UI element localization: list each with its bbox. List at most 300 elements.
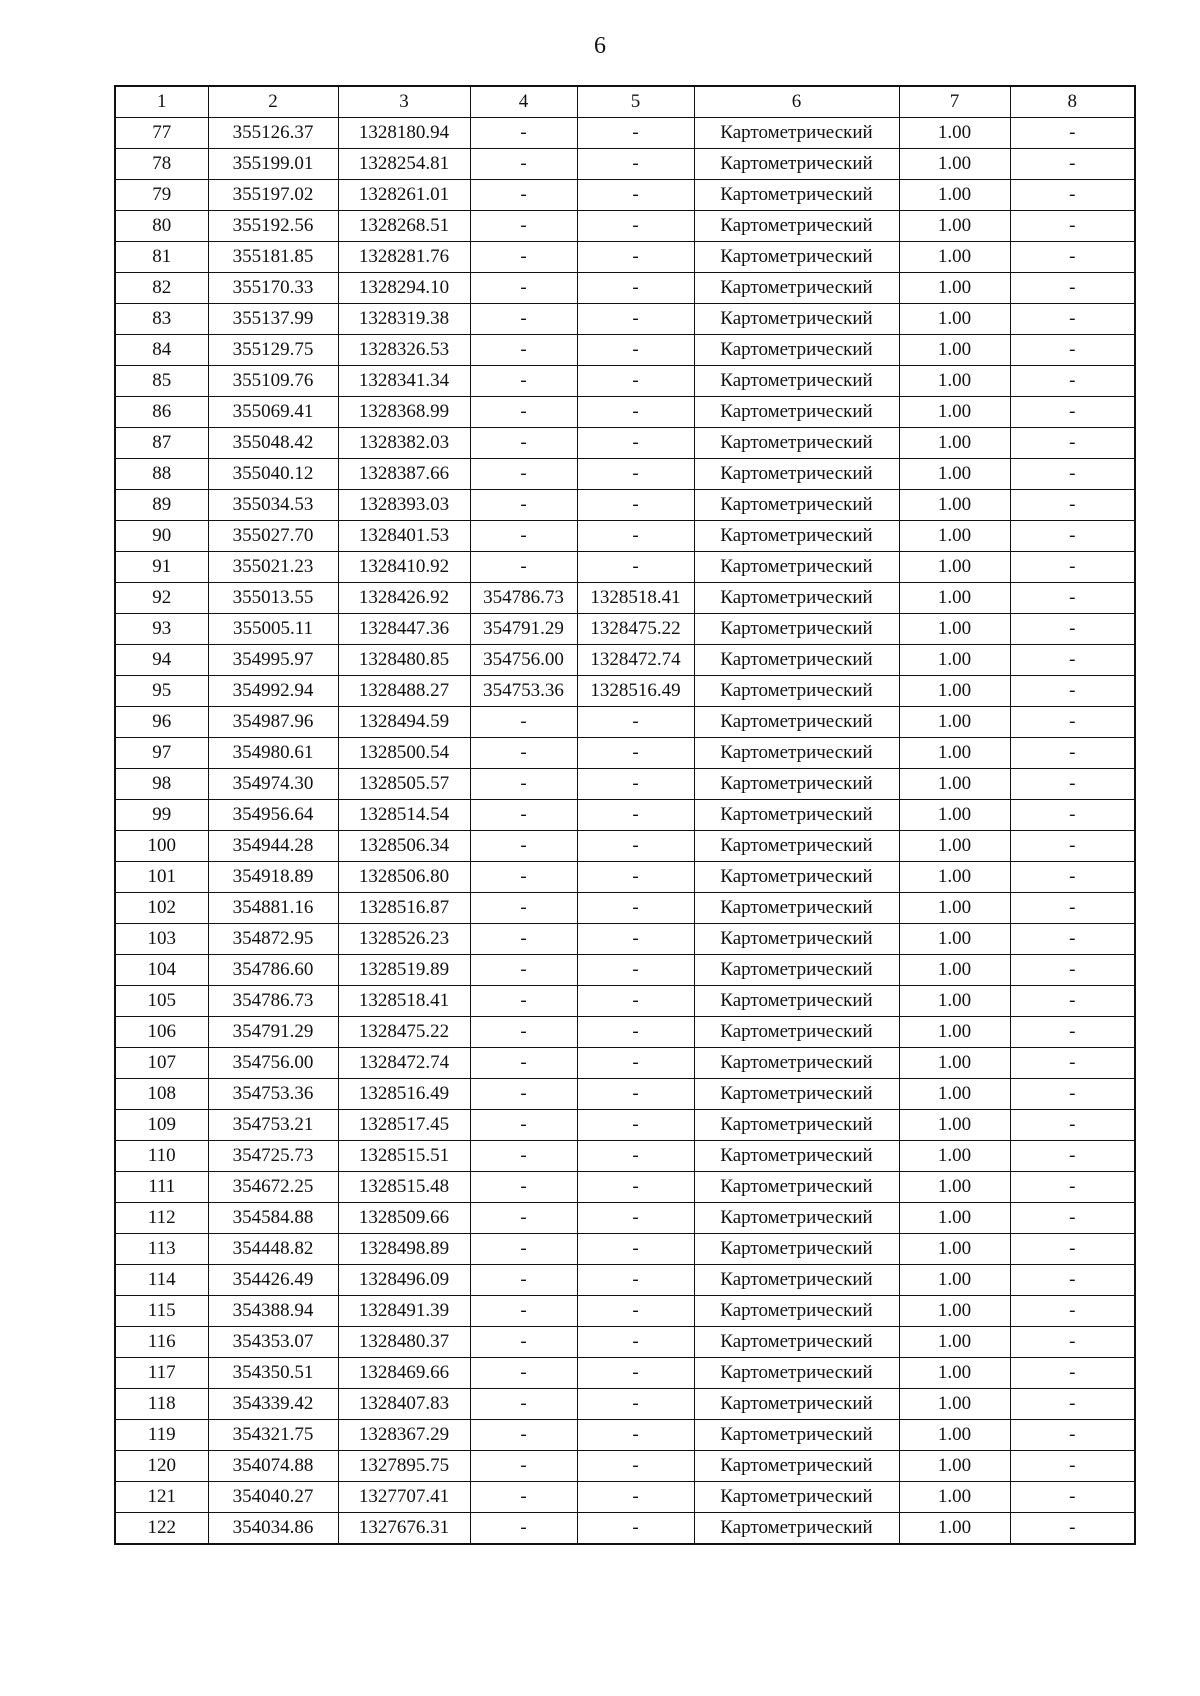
table-cell: 355027.70 — [208, 521, 338, 552]
table-cell: 85 — [115, 366, 208, 397]
table-cell: 96 — [115, 707, 208, 738]
table-cell: - — [1010, 986, 1135, 1017]
table-cell: - — [1010, 1141, 1135, 1172]
table-cell: 1.00 — [899, 366, 1010, 397]
table-cell: 354786.73 — [208, 986, 338, 1017]
table-cell: - — [1010, 645, 1135, 676]
table-cell: 1.00 — [899, 118, 1010, 149]
table-cell: 1.00 — [899, 211, 1010, 242]
table-cell: 1.00 — [899, 862, 1010, 893]
table-cell: 1328407.83 — [338, 1389, 470, 1420]
table-cell: Картометрический — [694, 180, 899, 211]
table-row — [115, 893, 1135, 924]
table-cell: 1328472.74 — [338, 1048, 470, 1079]
table-cell: 115 — [115, 1296, 208, 1327]
table-cell: - — [470, 738, 577, 769]
table-cell: Картометрический — [694, 1420, 899, 1451]
table-cell: 1.00 — [899, 831, 1010, 862]
table-cell: Картометрический — [694, 707, 899, 738]
table-cell: - — [1010, 676, 1135, 707]
table-cell: - — [1010, 242, 1135, 273]
table-row — [115, 614, 1135, 645]
table-cell: - — [470, 118, 577, 149]
table-cell: 1328526.23 — [338, 924, 470, 955]
table-cell: - — [470, 1265, 577, 1296]
table-cell: Картометрический — [694, 893, 899, 924]
table-cell: - — [470, 366, 577, 397]
table-cell: - — [577, 1017, 694, 1048]
table-cell: - — [470, 831, 577, 862]
table-cell: 354753.36 — [470, 676, 577, 707]
table-cell: - — [577, 1203, 694, 1234]
table-cell: - — [577, 521, 694, 552]
table-cell: 116 — [115, 1327, 208, 1358]
table-cell: - — [470, 800, 577, 831]
table-cell: 355005.11 — [208, 614, 338, 645]
table-cell: 1.00 — [899, 1234, 1010, 1265]
table-cell: - — [470, 490, 577, 521]
table-cell: - — [1010, 1420, 1135, 1451]
table-cell: 113 — [115, 1234, 208, 1265]
table-cell: 354448.82 — [208, 1234, 338, 1265]
table-cell: - — [577, 1048, 694, 1079]
table-cell: 1.00 — [899, 242, 1010, 273]
table-cell: - — [577, 1389, 694, 1420]
table-cell: - — [577, 1513, 694, 1545]
table-cell: 112 — [115, 1203, 208, 1234]
table-cell: 355170.33 — [208, 273, 338, 304]
table-cell: - — [577, 769, 694, 800]
table-cell: Картометрический — [694, 1110, 899, 1141]
table-cell: 1328382.03 — [338, 428, 470, 459]
table-cell: - — [470, 335, 577, 366]
table-row — [115, 366, 1135, 397]
table-cell: 1328516.49 — [577, 676, 694, 707]
table-cell: - — [470, 769, 577, 800]
table-cell: 355197.02 — [208, 180, 338, 211]
table-cell: - — [1010, 366, 1135, 397]
table-cell: 1328480.37 — [338, 1327, 470, 1358]
table-cell: Картометрический — [694, 1141, 899, 1172]
table-cell: - — [1010, 118, 1135, 149]
table-cell: 119 — [115, 1420, 208, 1451]
table-cell: - — [577, 304, 694, 335]
table-cell: 103 — [115, 924, 208, 955]
table-cell: Картометрический — [694, 304, 899, 335]
table-cell: 93 — [115, 614, 208, 645]
table-cell: 1.00 — [899, 1172, 1010, 1203]
table-cell: 354584.88 — [208, 1203, 338, 1234]
table-cell: 84 — [115, 335, 208, 366]
table-cell: 1.00 — [899, 769, 1010, 800]
table-cell: - — [470, 1482, 577, 1513]
table-cell: 1.00 — [899, 459, 1010, 490]
table-cell: - — [1010, 521, 1135, 552]
table-cell: 1.00 — [899, 1513, 1010, 1545]
table-row — [115, 583, 1135, 614]
table-cell: - — [577, 831, 694, 862]
table-cell: - — [577, 800, 694, 831]
table-cell: 82 — [115, 273, 208, 304]
table-cell: - — [577, 149, 694, 180]
table-cell: 108 — [115, 1079, 208, 1110]
table-cell: Картометрический — [694, 986, 899, 1017]
table-cell: - — [470, 1017, 577, 1048]
table-cell: 1.00 — [899, 521, 1010, 552]
table-cell: - — [470, 180, 577, 211]
table-cell: - — [470, 1141, 577, 1172]
table-cell: 106 — [115, 1017, 208, 1048]
column-header: 7 — [899, 86, 1010, 118]
table-cell: - — [470, 304, 577, 335]
table-cell: Картометрический — [694, 1513, 899, 1545]
table-cell: 1328410.92 — [338, 552, 470, 583]
table-row — [115, 1048, 1135, 1079]
table-cell: 354956.64 — [208, 800, 338, 831]
table-cell: Картометрический — [694, 924, 899, 955]
table-cell: Картометрический — [694, 1327, 899, 1358]
table-cell: 1328506.80 — [338, 862, 470, 893]
table-row — [115, 521, 1135, 552]
table-row — [115, 645, 1135, 676]
table-row — [115, 1234, 1135, 1265]
table-cell: 1.00 — [899, 707, 1010, 738]
table-cell: 1.00 — [899, 1296, 1010, 1327]
table-cell: 1328480.85 — [338, 645, 470, 676]
table-cell: 354321.75 — [208, 1420, 338, 1451]
table-cell: 1.00 — [899, 180, 1010, 211]
table-row — [115, 1141, 1135, 1172]
table-cell: - — [1010, 490, 1135, 521]
table-cell: - — [1010, 149, 1135, 180]
table-header-row — [115, 86, 1135, 118]
table-row — [115, 676, 1135, 707]
table-cell: 1.00 — [899, 335, 1010, 366]
table-cell: Картометрический — [694, 1296, 899, 1327]
table-cell: - — [1010, 1513, 1135, 1545]
table-cell: 1328518.41 — [577, 583, 694, 614]
table-cell: 355181.85 — [208, 242, 338, 273]
table-cell: 117 — [115, 1358, 208, 1389]
table-cell: 1.00 — [899, 1017, 1010, 1048]
table-row — [115, 490, 1135, 521]
table-cell: - — [577, 924, 694, 955]
table-cell: 1328509.66 — [338, 1203, 470, 1234]
table-row — [115, 924, 1135, 955]
table-row — [115, 304, 1135, 335]
table-cell: 354034.86 — [208, 1513, 338, 1545]
table-cell: 1328268.51 — [338, 211, 470, 242]
table-cell: 354786.60 — [208, 955, 338, 986]
table-cell: 1328516.49 — [338, 1079, 470, 1110]
table-cell: 354725.73 — [208, 1141, 338, 1172]
table-row — [115, 800, 1135, 831]
table-cell: 354756.00 — [470, 645, 577, 676]
table-cell: - — [470, 1327, 577, 1358]
table-cell: 354980.61 — [208, 738, 338, 769]
table-row — [115, 769, 1135, 800]
table-cell: - — [577, 335, 694, 366]
table-cell: 1328505.57 — [338, 769, 470, 800]
table-cell: - — [577, 1079, 694, 1110]
table-cell: - — [1010, 800, 1135, 831]
table-cell: 354791.29 — [208, 1017, 338, 1048]
table-row — [115, 1172, 1135, 1203]
table-cell: 109 — [115, 1110, 208, 1141]
table-cell: - — [577, 211, 694, 242]
table-row — [115, 1482, 1135, 1513]
table-cell: 355126.37 — [208, 118, 338, 149]
table-cell: 1.00 — [899, 1420, 1010, 1451]
table-cell: Картометрический — [694, 1048, 899, 1079]
table-cell: 1328519.89 — [338, 955, 470, 986]
table-cell: - — [1010, 1110, 1135, 1141]
table-row — [115, 1017, 1135, 1048]
table-row — [115, 1358, 1135, 1389]
table-cell: - — [1010, 769, 1135, 800]
table-cell: - — [577, 1296, 694, 1327]
table-cell: - — [470, 1358, 577, 1389]
table-cell: - — [1010, 924, 1135, 955]
table-cell: Картометрический — [694, 242, 899, 273]
table-cell: 355021.23 — [208, 552, 338, 583]
table-row — [115, 428, 1135, 459]
table-cell: 354992.94 — [208, 676, 338, 707]
table-cell: - — [577, 986, 694, 1017]
table-cell: 1.00 — [899, 1265, 1010, 1296]
table-cell: 122 — [115, 1513, 208, 1545]
table-cell: - — [1010, 955, 1135, 986]
table-row — [115, 118, 1135, 149]
table-cell: 91 — [115, 552, 208, 583]
table-cell: - — [577, 955, 694, 986]
table-cell: 1328475.22 — [577, 614, 694, 645]
table-cell: 354753.21 — [208, 1110, 338, 1141]
table-cell: 1328393.03 — [338, 490, 470, 521]
table-cell: - — [1010, 1296, 1135, 1327]
table-cell: 1328494.59 — [338, 707, 470, 738]
table-cell: 101 — [115, 862, 208, 893]
table-cell: 99 — [115, 800, 208, 831]
table-cell: - — [577, 862, 694, 893]
table-cell: 92 — [115, 583, 208, 614]
table-cell: - — [1010, 1172, 1135, 1203]
table-cell: 1.00 — [899, 893, 1010, 924]
table-cell: - — [470, 1172, 577, 1203]
table-cell: 1.00 — [899, 738, 1010, 769]
table-cell: 355192.56 — [208, 211, 338, 242]
table-cell: 1327707.41 — [338, 1482, 470, 1513]
table-cell: - — [577, 118, 694, 149]
table-cell: - — [470, 1234, 577, 1265]
table-cell: - — [577, 552, 694, 583]
table-cell: 354339.42 — [208, 1389, 338, 1420]
table-cell: - — [1010, 1451, 1135, 1482]
table-cell: 1328472.74 — [577, 645, 694, 676]
table-cell: - — [577, 1327, 694, 1358]
table-cell: 354350.51 — [208, 1358, 338, 1389]
table-cell: 354753.36 — [208, 1079, 338, 1110]
table-cell: - — [577, 707, 694, 738]
table-cell: Картометрический — [694, 955, 899, 986]
table-cell: 355137.99 — [208, 304, 338, 335]
table-cell: 118 — [115, 1389, 208, 1420]
table-cell: 1.00 — [899, 614, 1010, 645]
table-cell: 1.00 — [899, 924, 1010, 955]
table-cell: 1328518.41 — [338, 986, 470, 1017]
table-cell: 354756.00 — [208, 1048, 338, 1079]
table-cell: Картометрический — [694, 211, 899, 242]
table-cell: Картометрический — [694, 1017, 899, 1048]
table-cell: - — [470, 955, 577, 986]
table-cell: 1.00 — [899, 397, 1010, 428]
table-cell: - — [1010, 1048, 1135, 1079]
table-cell: 1328498.89 — [338, 1234, 470, 1265]
table-cell: 1328341.34 — [338, 366, 470, 397]
table-cell: 354918.89 — [208, 862, 338, 893]
column-header: 8 — [1010, 86, 1135, 118]
table-cell: Картометрический — [694, 1079, 899, 1110]
table-row — [115, 335, 1135, 366]
table-cell: 354672.25 — [208, 1172, 338, 1203]
table-cell: 1328426.92 — [338, 583, 470, 614]
table-row — [115, 1079, 1135, 1110]
table-row — [115, 180, 1135, 211]
table-cell: - — [1010, 831, 1135, 862]
table-cell: 1.00 — [899, 1327, 1010, 1358]
table-cell: Картометрический — [694, 831, 899, 862]
table-cell: Картометрический — [694, 273, 899, 304]
table-body — [115, 118, 1135, 1545]
table-cell: - — [577, 180, 694, 211]
coordinates-table — [114, 85, 1136, 1545]
table-cell: 1328326.53 — [338, 335, 470, 366]
table-cell: - — [577, 1234, 694, 1265]
table-cell: - — [1010, 397, 1135, 428]
table-cell: 1327676.31 — [338, 1513, 470, 1545]
table-row — [115, 707, 1135, 738]
table-cell: - — [577, 397, 694, 428]
table-cell: 354881.16 — [208, 893, 338, 924]
table-cell: - — [470, 1420, 577, 1451]
table-cell: 1.00 — [899, 1079, 1010, 1110]
column-header: 4 — [470, 86, 577, 118]
table-cell: 355040.12 — [208, 459, 338, 490]
table-cell: Картометрический — [694, 583, 899, 614]
table-cell: 1328488.27 — [338, 676, 470, 707]
table-cell: 1328254.81 — [338, 149, 470, 180]
table-row — [115, 459, 1135, 490]
table-cell: 114 — [115, 1265, 208, 1296]
table-cell: Картометрический — [694, 645, 899, 676]
table-row — [115, 242, 1135, 273]
table-cell: 121 — [115, 1482, 208, 1513]
table-cell: 354791.29 — [470, 614, 577, 645]
table-cell: 355034.53 — [208, 490, 338, 521]
column-header: 3 — [338, 86, 470, 118]
table-cell: 98 — [115, 769, 208, 800]
table-cell: 1.00 — [899, 645, 1010, 676]
table-cell: 1.00 — [899, 1358, 1010, 1389]
table-cell: - — [1010, 1017, 1135, 1048]
table-cell: Картометрический — [694, 397, 899, 428]
table-cell: Картометрический — [694, 149, 899, 180]
table-cell: 1.00 — [899, 955, 1010, 986]
table-cell: 1.00 — [899, 490, 1010, 521]
table-cell: - — [577, 1451, 694, 1482]
table-cell: 1.00 — [899, 1203, 1010, 1234]
table-cell: Картометрический — [694, 521, 899, 552]
table-row — [115, 1110, 1135, 1141]
table-cell: - — [1010, 614, 1135, 645]
table-cell: 86 — [115, 397, 208, 428]
table-cell: - — [1010, 428, 1135, 459]
table-cell: 1328506.34 — [338, 831, 470, 862]
table-cell: Картометрический — [694, 1203, 899, 1234]
table-cell: 81 — [115, 242, 208, 273]
table-cell: Картометрический — [694, 428, 899, 459]
table-cell: - — [1010, 459, 1135, 490]
table-row — [115, 986, 1135, 1017]
table-cell: 79 — [115, 180, 208, 211]
table-cell: 1.00 — [899, 552, 1010, 583]
table-cell: - — [1010, 1265, 1135, 1296]
table-cell: 1.00 — [899, 583, 1010, 614]
table-cell: 354987.96 — [208, 707, 338, 738]
table-cell: - — [470, 986, 577, 1017]
column-header: 1 — [115, 86, 208, 118]
table-cell: - — [470, 521, 577, 552]
table-cell: 94 — [115, 645, 208, 676]
table-cell: - — [577, 1110, 694, 1141]
table-cell: - — [470, 862, 577, 893]
table-cell: 120 — [115, 1451, 208, 1482]
table-cell: 354786.73 — [470, 583, 577, 614]
table-cell: 90 — [115, 521, 208, 552]
table-cell: Картометрический — [694, 1389, 899, 1420]
table-cell: 1328281.76 — [338, 242, 470, 273]
table-cell: 111 — [115, 1172, 208, 1203]
table-cell: Картометрический — [694, 862, 899, 893]
table-cell: Картометрический — [694, 1234, 899, 1265]
table-cell: 1.00 — [899, 273, 1010, 304]
table-row — [115, 1420, 1135, 1451]
table-cell: - — [577, 1172, 694, 1203]
table-cell: - — [577, 893, 694, 924]
table-cell: 80 — [115, 211, 208, 242]
table-cell: 355013.55 — [208, 583, 338, 614]
table-cell: 1328496.09 — [338, 1265, 470, 1296]
table-cell: 1328447.36 — [338, 614, 470, 645]
table-cell: 1.00 — [899, 1451, 1010, 1482]
table-row — [115, 211, 1135, 242]
table-cell: Картометрический — [694, 1358, 899, 1389]
table-cell: 355109.76 — [208, 366, 338, 397]
table-cell: 97 — [115, 738, 208, 769]
table-cell: 1328401.53 — [338, 521, 470, 552]
table-cell: - — [470, 149, 577, 180]
table-cell: Картометрический — [694, 366, 899, 397]
table-cell: - — [470, 1110, 577, 1141]
table-cell: 105 — [115, 986, 208, 1017]
table-cell: Картометрический — [694, 552, 899, 583]
table-cell: - — [470, 242, 577, 273]
table-cell: 1328261.01 — [338, 180, 470, 211]
table-cell: 1.00 — [899, 304, 1010, 335]
table-cell: - — [470, 1389, 577, 1420]
table-row — [115, 955, 1135, 986]
table-cell: - — [577, 273, 694, 304]
